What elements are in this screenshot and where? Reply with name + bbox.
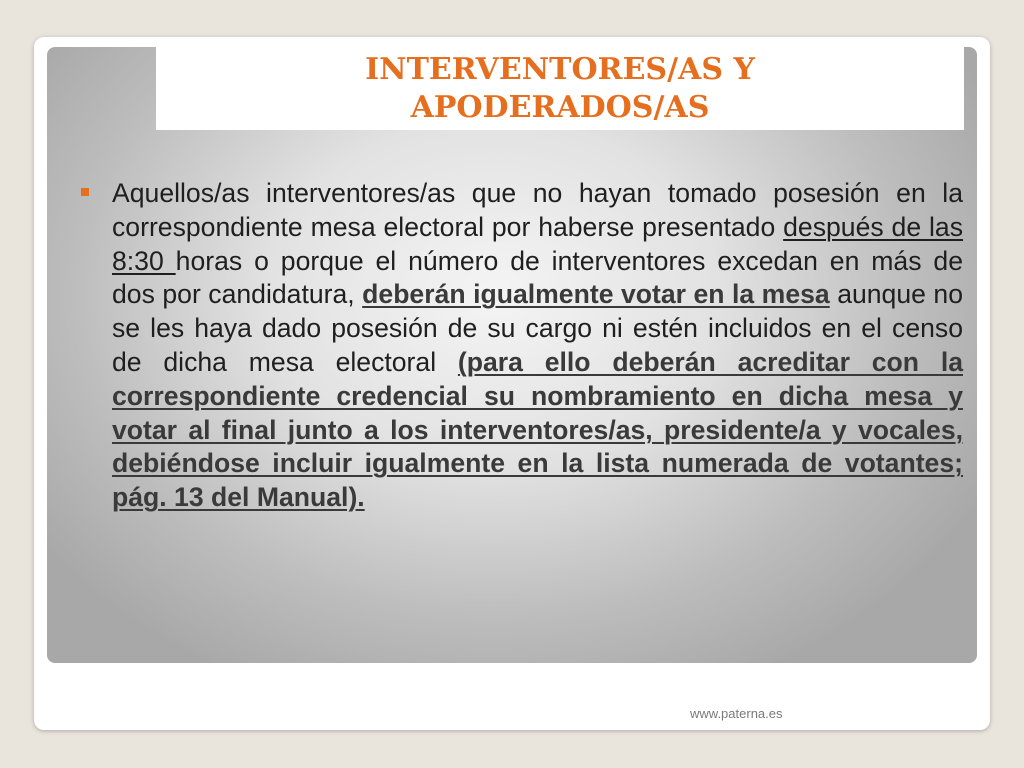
paragraph-text-1: Aquellos/as interventores/as que no hayan tomado posesión en la correspondiente mesa electoral por haberse presentado bbox=[112, 178, 963, 242]
paragraph-text-2: horas o porque el número de interventores excedan en más de dos por candidatura, bbox=[112, 245, 963, 310]
bullet-icon bbox=[81, 188, 89, 196]
title-line-2: APODERADOS/AS bbox=[410, 89, 710, 125]
footer-url: www.paterna.es bbox=[690, 706, 783, 721]
title-line-1: INTERVENTORES/AS Y bbox=[365, 51, 755, 87]
emphasis-credential-text: (para ello deberán acreditar con la correspondiente credencial su nombramiento en dicha mesa y votar al final junto a los interventores/as, presidente/a y vocales, debiéndose incluir igualmente en la lista numerada de votantes; pág. 13 del Manual). bbox=[112, 346, 963, 513]
body-paragraph bbox=[112, 177, 963, 515]
title-box bbox=[156, 47, 964, 130]
underlined-time-text: después de las 8:30 bbox=[112, 211, 963, 276]
emphasis-vote-text: deberán igualmente votar en la mesa bbox=[362, 279, 830, 310]
slide-title bbox=[365, 51, 755, 127]
paragraph-text-3: aunque no se les haya dado posesión de su cargo ni estén incluidos en el censo de dicha mesa electoral bbox=[112, 279, 963, 377]
